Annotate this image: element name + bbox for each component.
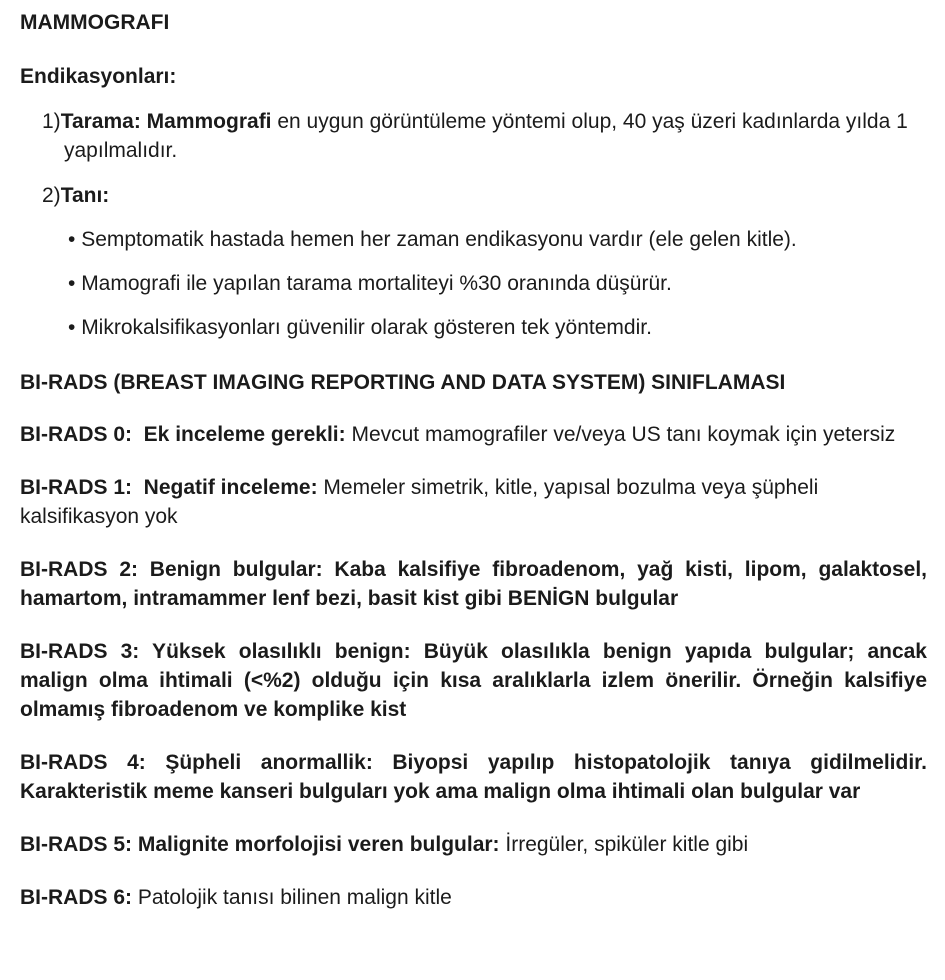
birads-heading: BI-RADS (BREAST IMAGING REPORTING AND DATA SYSTEM) SINIFLAMASI: [20, 371, 786, 394]
indications-heading: Endikasyonları:: [20, 65, 177, 88]
birads-entry: BI-RADS 3: Yüksek olasılıklı benign: Büyük olasılıkla benign yapıda bulgular; ancak malign olma ihtimali (<%2) olduğu için kısa aralıklarla izlem önerilir. Örneğin kalsifiye olmamış fibroadenom ve komplike kist: [20, 640, 927, 721]
diagnosis-bullet-list: [20, 225, 927, 342]
page-title: MAMMOGRAFI: [20, 11, 170, 34]
birads-entry: BI-RADS 4: Şüpheli anormallik: Biyopsi yapılıp histopatolojik tanıya gidilmelidir. Karakteristik meme kanseri bulguları yok ama malign olma ihtimali olan bulgular var: [20, 751, 927, 803]
bullet-item: • Mamografi ile yapılan tarama mortaliteyi %30 oranında düşürür.: [20, 269, 927, 298]
bullet-item: • Mikrokalsifikasyonları güvenilir olarak gösteren tek yöntemdir.: [20, 313, 927, 342]
bullet-item: • Semptomatik hastada hemen her zaman endikasyonu vardır (ele gelen kitle).: [20, 225, 927, 254]
indications-list: [20, 107, 927, 210]
indication-item: 1)Tarama: Mammografi en uygun görüntüleme yöntemi olup, 40 yaş üzeri kadınlarda yılda 1 yapılmalıdır.: [42, 110, 908, 162]
birads-entry: BI-RADS 0: Ek inceleme gerekli: Mevcut mamografiler ve/veya US tanı koymak için yetersiz: [20, 423, 896, 446]
birads-entry: BI-RADS 5: Malignite morfolojisi veren bulgular: İrregüler, spiküler kitle gibi: [20, 833, 749, 856]
birads-entry: BI-RADS 2: Benign bulgular: Kaba kalsifiye fibroadenom, yağ kisti, lipom, galaktosel, hamartom, intramammer lenf bezi, basit kist gibi BENİGN bulgular: [20, 558, 927, 610]
indication-item: 2)Tanı:: [42, 184, 110, 207]
birads-entry: BI-RADS 1: Negatif inceleme: Memeler simetrik, kitle, yapısal bozulma veya şüpheli kalsifikasyon yok: [20, 476, 819, 528]
birads-entries: [20, 420, 927, 912]
birads-entry: BI-RADS 6: Patolojik tanısı bilinen malign kitle: [20, 886, 452, 909]
